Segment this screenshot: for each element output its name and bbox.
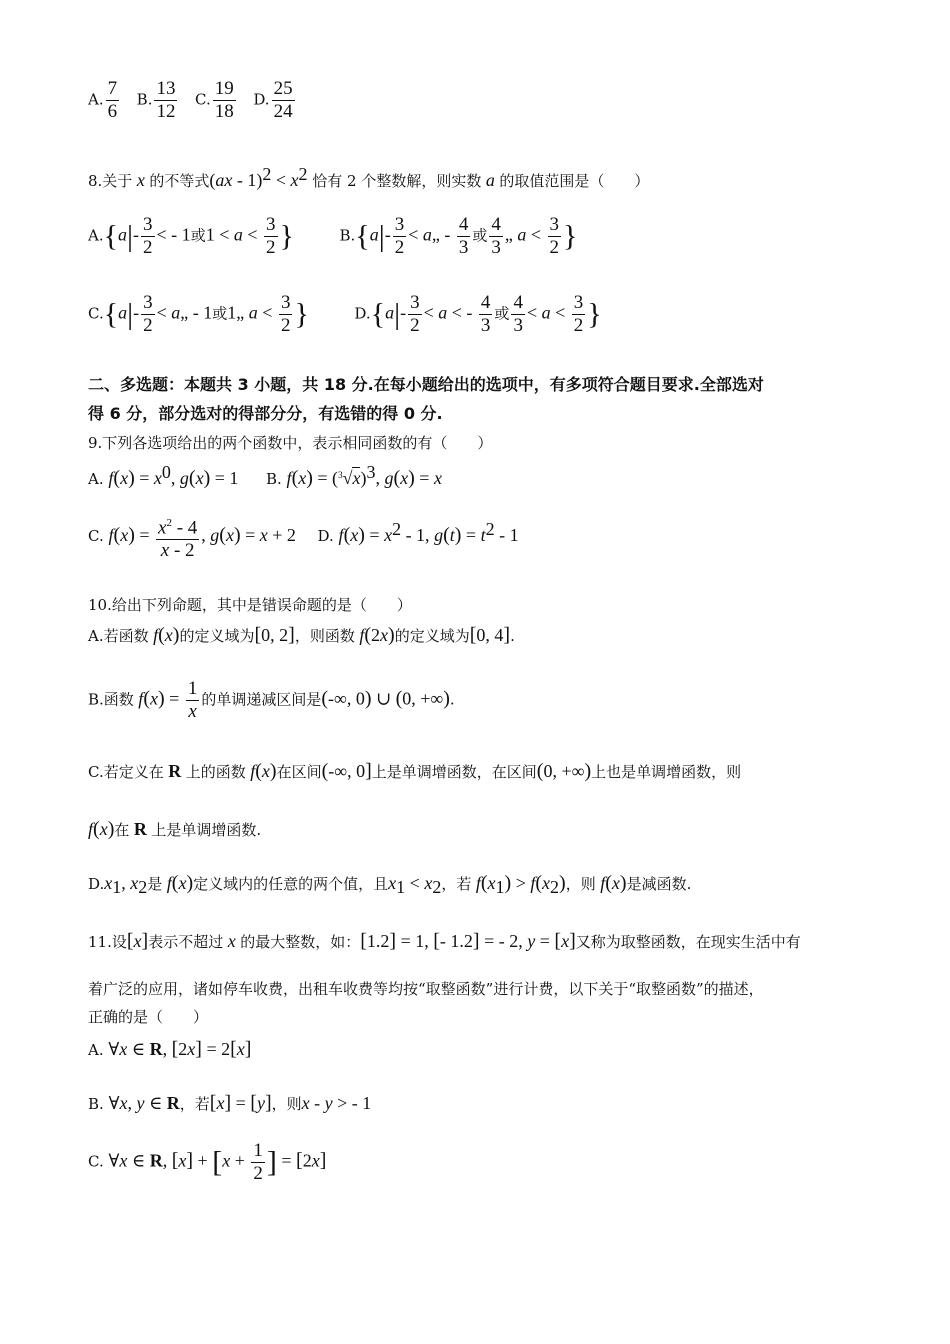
q8-stem: 8.关于 x 的不等式$(ax - 1)^2 < x^2$ 恰有 2 个整数解，则实数 a 的取值范围是（ ） [88,164,650,190]
q9-option-b-label[interactable]: B. [265,470,282,488]
q8-option-b-label[interactable]: B. [339,226,356,245]
q8-option-ab: A.{a|- $\frac{3}{2}$ < - 1或1 < a < $\frac{3}{2}$ } B.{a|- $\frac{3}{2}$ < a„ - $\frac{4}{3}$ 或 $\frac{4}{3}$ „ a < $\frac{3}{2}$ } [88,214,578,258]
q7-option-b-fraction: $\frac{13}{12}$ [156,78,176,122]
section2-heading: 二、多选题：本题共 3 小题，共 18 分.在每小题给出的选项中，有多项符合题目要求.全部选对 [88,375,764,394]
q10-option-c[interactable]: C.若定义在 R 上的函数 f(x)在区间(-∞, 0]上是单调增函数，在区间(0, +∞)上也是单调增函数，则 [88,760,742,782]
q7-options [88,78,297,123]
q10-stem: 10.给出下列命题，其中是错误命题的是（ ） [88,596,412,614]
q7-option-a-label[interactable]: A. [88,90,104,109]
q10-option-d[interactable]: $D.x_1$, $x_2$是 f(x)定义域内的任意的两个值，且$x_1 < x_2$，若 $f(x_1) > f(x_2)$，则 f(x)是减函数. [88,872,692,897]
section2-heading-cont: 得 6 分，部分选对的得部分分，有选错的得 0 分. [88,404,443,423]
q9-option-cd: C. f(x) = $\frac{x^2 - 4}{x - 2}$ , g(x) = x + 2 D. $f(x) = x^2 - 1$, $g(t) = t^2 - 1$ [88,512,519,562]
q7-option-c-fraction: $\frac{19}{18}$ [214,78,234,122]
q11-option-b[interactable]: B. ∀x, y ∈ R，若[x] = [y]，则x - y > - 1 [88,1092,372,1114]
q8-option-a-label[interactable]: A. [88,226,104,245]
q8-option-c-label[interactable]: C. [88,304,104,323]
q9-option-d-label[interactable]: D. [317,527,334,546]
q10-option-a[interactable]: A.若函数 f(x)的定义域为[0, 2]，则函数 f(2x)的定义域为[0, 4]. [88,624,515,646]
q7-option-d-label[interactable]: D. [253,90,270,109]
q7-option-a-fraction: $\frac{7}{6}$ [107,78,118,122]
q7-option-c-label[interactable]: C. [195,90,211,109]
q9-option-a-label[interactable]: A. [88,470,104,488]
q11-stem-line3: 正确的是（ ） [88,1008,209,1026]
q11-stem-line2: 着广泛的应用，诸如停车收费，出租车收费等均按“取整函数”进行计费，以下关于“取整函数”的描述， [88,980,764,998]
q11-stem: 11.设[x]表示不超过 x 的最大整数，如：[1.2] = 1, [- 1.2] = - 2, y = [x]又称为取整函数，在现实生活中有 [88,930,801,952]
q7-option-d-fraction: $\frac{25}{24}$ [273,78,293,122]
q9-option-c-label[interactable]: C. [88,527,104,546]
q8-option-d-label[interactable]: D. [354,304,371,323]
q10-option-b[interactable]: B.函数 f(x) = $\frac{1}{x}$ 的单调递减区间是(-∞, 0) ∪ (0, +∞). [88,678,455,722]
q11-option-a[interactable]: A. ∀x ∈ R, [2x] = 2[x] [88,1038,252,1060]
q10-option-c-cont: f(x)在 R 上是单调增函数. [88,818,262,840]
q11-option-c[interactable]: C. ∀x ∈ R, [x] + [x + $\frac{1}{2}$ ] = [2x] [88,1140,327,1184]
q9-option-ab: A. $f(x) = x^0$, g(x) = 1 B. $f(x) = (^3√x)^3$, g(x) = x [88,462,442,489]
q8-option-cd: C.{a|- $\frac{3}{2}$ < a„ - 1或1„ a < $\frac{3}{2}$ } D.{a|- $\frac{3}{2}$ < a < - $\frac{4}{3}$ 或 $\frac{4}{3}$ < a < $\frac{3}{2}$ } [88,292,602,336]
q7-option-b-label[interactable]: B. [136,90,153,109]
q9-stem: 9.下列各选项给出的两个函数中，表示相同函数的有（ ） [88,434,493,452]
